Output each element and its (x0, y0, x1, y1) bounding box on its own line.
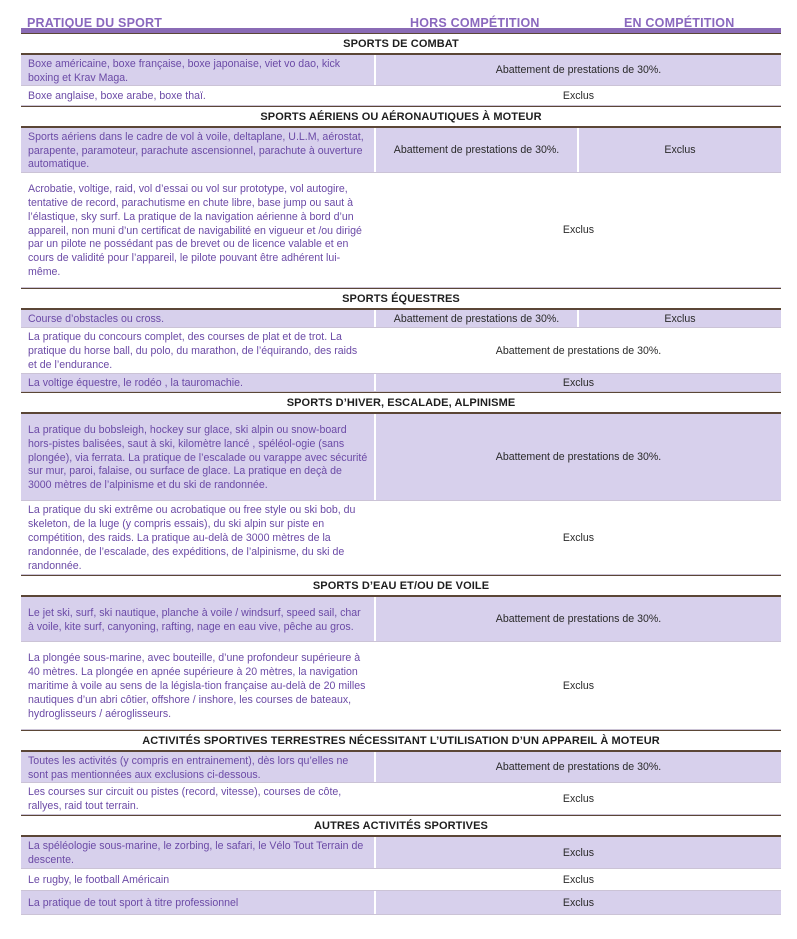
row-label: Boxe anglaise, boxe arabe, boxe thaï. (21, 86, 374, 105)
row-label: La pratique du concours complet, des courses de plat et de trot. La pratique du horse ball, du polo, du marathon, de l’équirando, des raids et de l’endurance. (21, 328, 374, 373)
header-competition: EN COMPÉTITION (624, 16, 735, 30)
row-label: La plongée sous-marine, avec bouteille, d’une profondeur supérieure à 40 mètres. La plongée en apnée supérieure à 20 mètres, la navigation maritime à voile au sens de la législa-tion française au-delà de 20 milles nautiques d’un abri côtier, offshore / inshore, les courses de bateaux, hydroglisseurs / aéroglisseurs. (21, 642, 374, 729)
table-row (21, 597, 781, 642)
section-title: ACTIVITÉS SPORTIVES TERRESTRES NÉCESSITANT L’UTILISATION D’UN APPAREIL À MOTEUR (21, 730, 781, 752)
row-value: Exclus (376, 86, 781, 105)
row-value: Abattement de prestations de 30%. (376, 597, 781, 641)
row-value: Abattement de prestations de 30%. (376, 328, 781, 373)
row-label: Le jet ski, surf, ski nautique, planche à voile / windsurf, speed sail, char à voile, kite surf, canyoning, rafting, nage en eau vive, pêche au gros. (21, 597, 374, 641)
row-value: Exclus (376, 501, 781, 574)
section-title: SPORTS D’EAU ET/OU DE VOILE (21, 575, 781, 597)
table-row (21, 86, 781, 106)
row-label: Boxe américaine, boxe française, boxe japonaise, viet vo dao, kick boxing et Krav Maga. (21, 55, 374, 85)
row-value-competition: Exclus (579, 310, 781, 327)
table-row (21, 328, 781, 374)
row-label: Le rugby, le football Américain (21, 869, 374, 890)
row-label: La pratique de tout sport à titre professionnel (21, 891, 374, 914)
table-row (21, 783, 781, 815)
table-row (21, 869, 781, 891)
row-label: Toutes les activités (y compris en entrainement), dès lors qu’elles ne sont pas mentionnées aux exclusions ci-dessous. (21, 752, 374, 782)
row-value: Exclus (376, 642, 781, 729)
table-row (21, 891, 781, 915)
table-row (21, 501, 781, 575)
section-title: SPORTS D’HIVER, ESCALADE, ALPINISME (21, 392, 781, 414)
section-title: SPORTS DE COMBAT (21, 33, 781, 55)
row-label: Les courses sur circuit ou pistes (record, vitesse), courses de côte, rallyes, raid tout terrain. (21, 783, 374, 814)
row-value-competition: Exclus (579, 128, 781, 172)
section-title: SPORTS AÉRIENS OU AÉRONAUTIQUES À MOTEUR (21, 106, 781, 128)
row-value: Exclus (376, 869, 781, 890)
table-row (21, 55, 781, 86)
row-label: Sports aériens dans le cadre de vol à voile, deltaplane, U.L.M, aérostat, parapente, paramoteur, parachute ascensionnel, parachute à ouverture automatique. (21, 128, 374, 172)
row-value-non-competition: Abattement de prestations de 30%. (376, 310, 577, 327)
table-row (21, 173, 781, 288)
row-label: Course d’obstacles ou cross. (21, 310, 374, 327)
row-value: Abattement de prestations de 30%. (376, 55, 781, 85)
table-row (21, 414, 781, 501)
row-label: La pratique du ski extrême ou acrobatique ou free style ou ski bob, du skeleton, de la luge (y compris essais), du ski alpin sur piste en compétition, des raids. La pratique au-delà de 3000 mètres de la randonnée, de l’escalade, des expéditions, de l’alpinisme, du ski de randonnée. (21, 501, 374, 574)
row-value: Abattement de prestations de 30%. (376, 752, 781, 782)
header-sport-practice: PRATIQUE DU SPORT (27, 16, 163, 30)
header-non-competition: HORS COMPÉTITION (410, 16, 540, 30)
row-value: Exclus (376, 837, 781, 868)
table-row (21, 310, 781, 328)
table-row (21, 374, 781, 392)
section-title: AUTRES ACTIVITÉS SPORTIVES (21, 815, 781, 837)
row-label: La spéléologie sous-marine, le zorbing, le safari, le Vélo Tout Terrain de descente. (21, 837, 374, 868)
row-label: Acrobatie, voltige, raid, vol d’essai ou vol sur prototype, vol autogire, tentative de record, parachutisme en chute libre, base jump ou saut à l’élastique, sky surf. La pratique de la navigation aérienne à bord d’un appareil, non muni d’un certificat de navigabilité en vigueur et /ou dirigé par un pilote ne possédant pas de brevet ou de licence valable et en cours de validité pour l’appareil, le pilote pouvant être adhérent lui-même. (21, 173, 374, 287)
table-row (21, 642, 781, 730)
row-value: Exclus (376, 374, 781, 391)
row-value-non-competition: Abattement de prestations de 30%. (376, 128, 577, 172)
table-row (21, 837, 781, 869)
table-row (21, 752, 781, 783)
row-value: Abattement de prestations de 30%. (376, 414, 781, 500)
row-value: Exclus (376, 783, 781, 814)
section-title: SPORTS ÉQUESTRES (21, 288, 781, 310)
table-row (21, 128, 781, 173)
row-value: Exclus (376, 891, 781, 914)
row-label: La pratique du bobsleigh, hockey sur glace, ski alpin ou snow-board hors-pistes balisées, saut à ski, kilomètre lancé , spéléol-ogie (sans plongée), via ferrata. La pratique de l’escalade ou varappe avec sécurité sur mur, paroi, falaise, ou surface de glace. La pratique en deçà de 3000 mètres de l’alpinisme et du ski de randonnée. (21, 414, 374, 500)
row-value: Exclus (376, 173, 781, 287)
row-label: La voltige équestre, le rodéo , la tauromachie. (21, 374, 374, 391)
sports-table (21, 0, 781, 915)
table-header (21, 0, 781, 33)
